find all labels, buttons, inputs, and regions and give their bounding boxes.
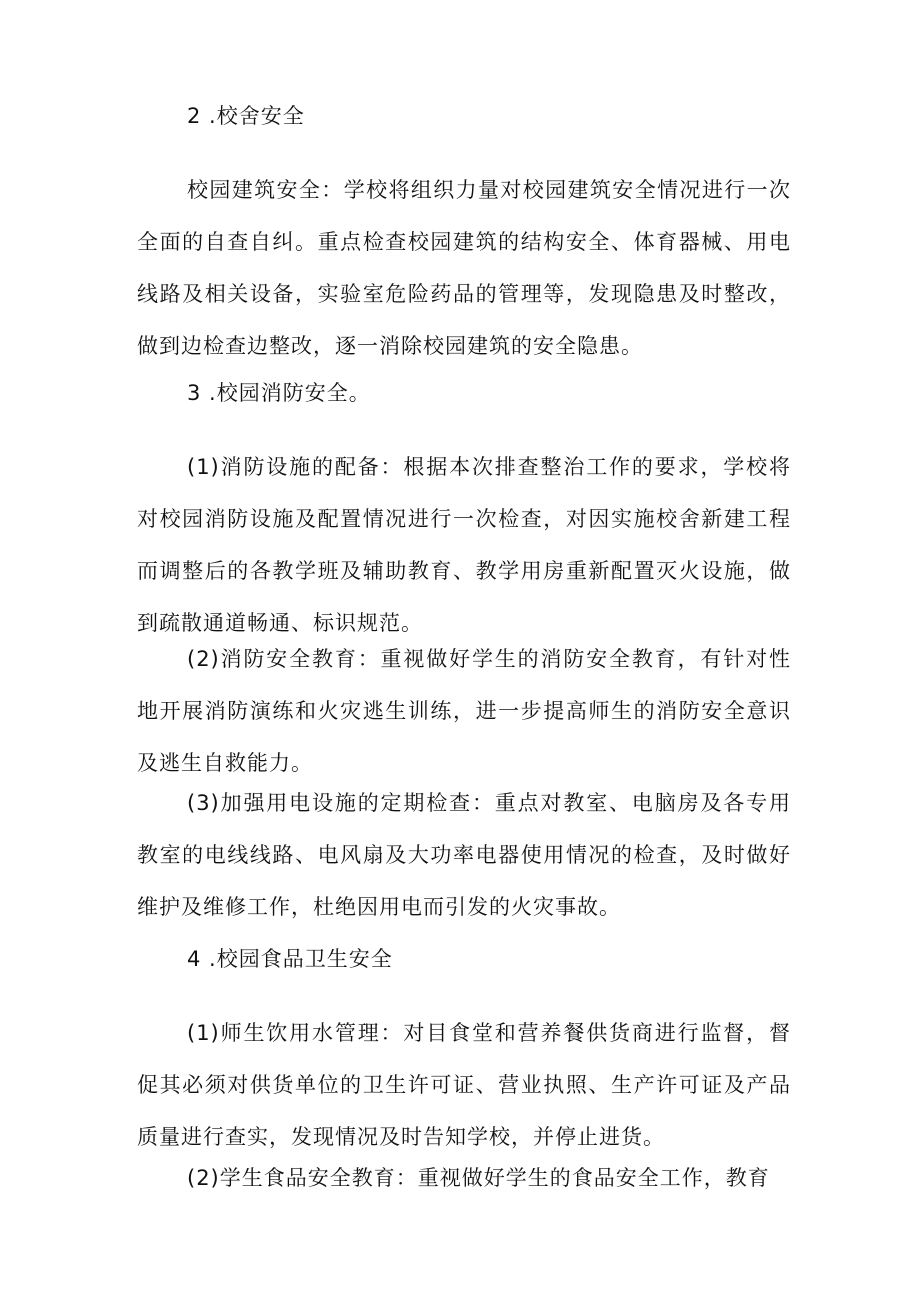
paragraph-fire-equipment: (1)消防设施的配备：根据本次排查整治工作的要求，学校将对校园消防设施及配置情况进行一次检查，对因实施校舍新建工程而调整后的各教学班及辅助教育、教学用房重新配置灭火设施，做到疏散通道畅通、标识规范。: [137, 455, 791, 635]
paragraph-fire-education: (2)消防安全教育：重视做好学生的消防安全教育，有针对性地开展消防演练和火灾逃生训练，进一步提高师生的消防安全意识及逃生自救能力。: [137, 647, 791, 775]
paragraph-building-safety: 校园建筑安全：学校将组织力量对校园建筑安全情况进行一次全面的自查自纠。重点检查校园建筑的结构安全、体育器械、用电线路及相关设备，实验室危险药品的管理等，发现隐患及时整改，做到边检查边整改，逐一消除校园建筑的安全隐患。: [137, 178, 791, 358]
paragraph-food-education: (2)学生食品安全教育：重视做好学生的食品安全工作，教育: [187, 1166, 770, 1190]
paragraph-drinking-water: (1)师生饮用水管理：对目食堂和营养餐供货商进行监督，督促其必须对供货单位的卫生许可证、营业执照、生产许可证及产品质量进行查实，发现情况及时告知学校，并停止进货。: [137, 1021, 791, 1149]
section-heading-fire-safety: 3 .校园消防安全。: [187, 381, 371, 405]
section-heading-school-building-safety: 2 .校舍安全: [187, 104, 305, 128]
paragraph-electrical-inspection: (3)加强用电设施的定期检查：重点对教室、电脑房及各专用教室的电线线路、电风扇及大功率电器使用情况的检查，及时做好维护及维修工作，杜绝因用电而引发的火灾事故。: [137, 791, 791, 919]
section-heading-food-safety: 4 .校园食品卫生安全: [187, 947, 393, 971]
